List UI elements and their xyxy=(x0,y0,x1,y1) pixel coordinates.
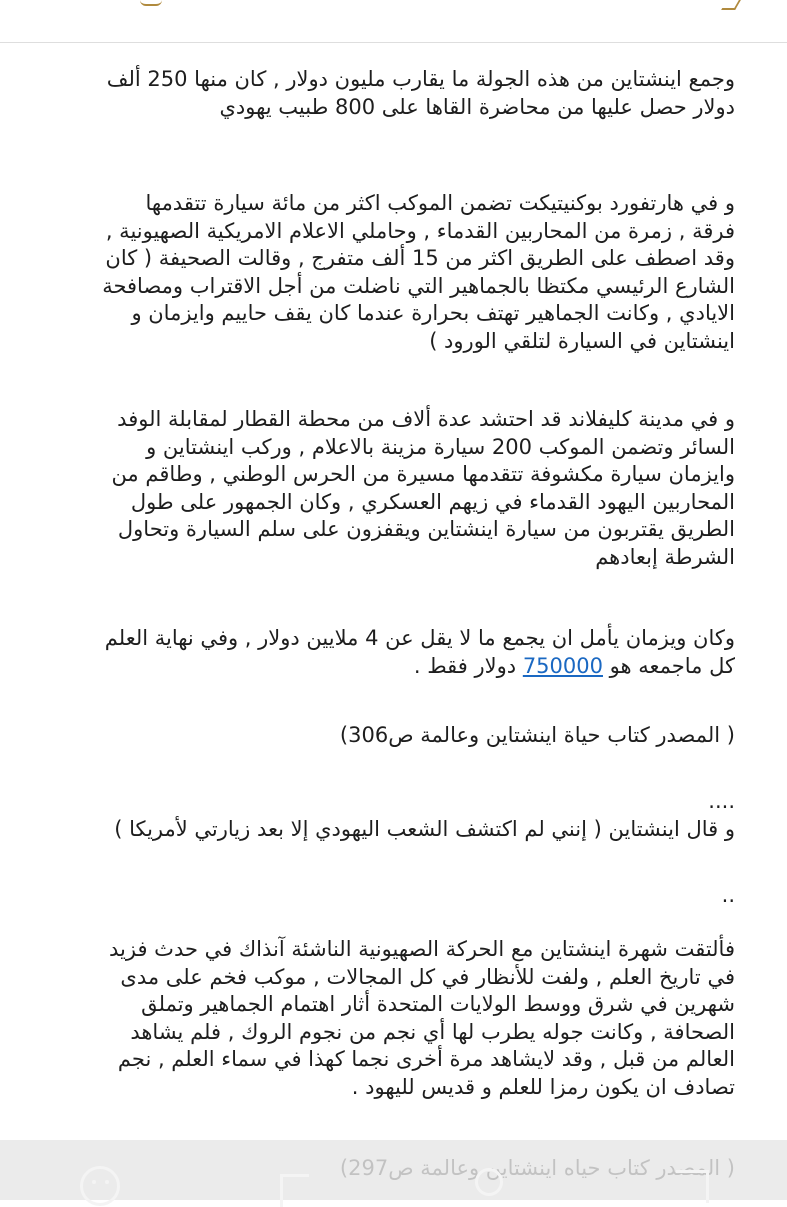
bottom-toolbar xyxy=(0,1140,787,1200)
source-note-1: ( المصدر كتاب حياة اينشتاين وعالمة ص306) xyxy=(339,723,735,747)
top-left-icon[interactable] xyxy=(64,0,72,6)
quote-paragraph: .... و قال اينشتاين ( إنني لم اكتشف الشعب اليهودي إلا بعد زيارتي لأمريكا ) xyxy=(114,789,735,841)
crop-icon[interactable] xyxy=(280,1174,309,1207)
ellipsis-line: .. xyxy=(721,883,735,907)
amount-link[interactable]: 750000 xyxy=(522,653,603,678)
paragraph-2: و في هارتفورد بوكنيتيكت تضمن الموكب اكثر من مائة سيارة تتقدمها فرقة , زمرة من المحاربين القدماء , وحاملي الاعلام الامريكية الصهيونية , وقد اصطف على الطريق اكثر من 15 ألف متفرج , وقالت الصحيفة ( كان الشارع الرئيسي مكتظا بالجماهير التي ناضلت من أجل الاقتراب ومصافحة الايادي , وكانت الجماهير تهتف بحرارة عندما كان يقف حاييم وايزمان و اينشتاين في السيارة لتلقي الورود ) xyxy=(102,191,735,353)
paragraph-3: و في مدينة كليفلاند قد احتشد عدة ألاف من محطة القطار لمقابلة الوفد السائر وتضمن الموكب 200 سيارة مزينة بالاعلام , وركب اينشتاين و وايزمان سيارة مكشوفة تتقدمها مسيرة من الحرس الوطني , وطاقم من المحاربين اليهود القدماء في زيهم العسكري , وكان الجمهور على طول الطريق يقتربون من سيارة اينشتاين ويقفزون على سلم السيارة وتحاول الشرطة إبعادهم xyxy=(111,407,735,569)
edit-icon[interactable] xyxy=(721,0,741,10)
share-icon[interactable] xyxy=(676,1170,709,1203)
paragraph-4-text-before: وكان ويزمان يأمل ان يجمع ما لا يقل عن 4 ملايين دولار , وفي نهاية العلم كل ماجمعه هو xyxy=(104,626,735,678)
paragraph-4-text-after: دولار فقط . xyxy=(413,653,523,678)
smile-icon[interactable] xyxy=(80,1166,120,1206)
top-middle-icon[interactable] xyxy=(140,0,162,6)
paragraph-4 xyxy=(105,625,735,680)
paragraph-5: فألتقت شهرة اينشتاين مع الحركة الصهيونية الناشئة آنذاك في حدث فزيد في تاريخ العلم , ولفت للأنظار في كل المجالات , موكب فخم على مدى شهرين في شرق ووسط الولايات المتحدة أثار اهتمام الجماهير وتملق الصحافة , وكانت جوله يطرب لها أي نجم من نجوم الروك , فلم يشاهد العالم من قبل , وقد لايشاهد مرة أخرى نجما كهذا في سماء العلم , نجم تصادف ان يكون رمزا للعلم و قديس لليهود . xyxy=(109,937,735,1099)
paragraph-1: وجمع اينشتاين من هذه الجولة ما يقارب مليون دولار , كان منها 250 ألف دولار حصل عليها من محاضرة القاها على 800 طبيب يهودي xyxy=(106,67,735,119)
draw-icon[interactable] xyxy=(475,1168,503,1196)
top-bar xyxy=(0,0,787,43)
